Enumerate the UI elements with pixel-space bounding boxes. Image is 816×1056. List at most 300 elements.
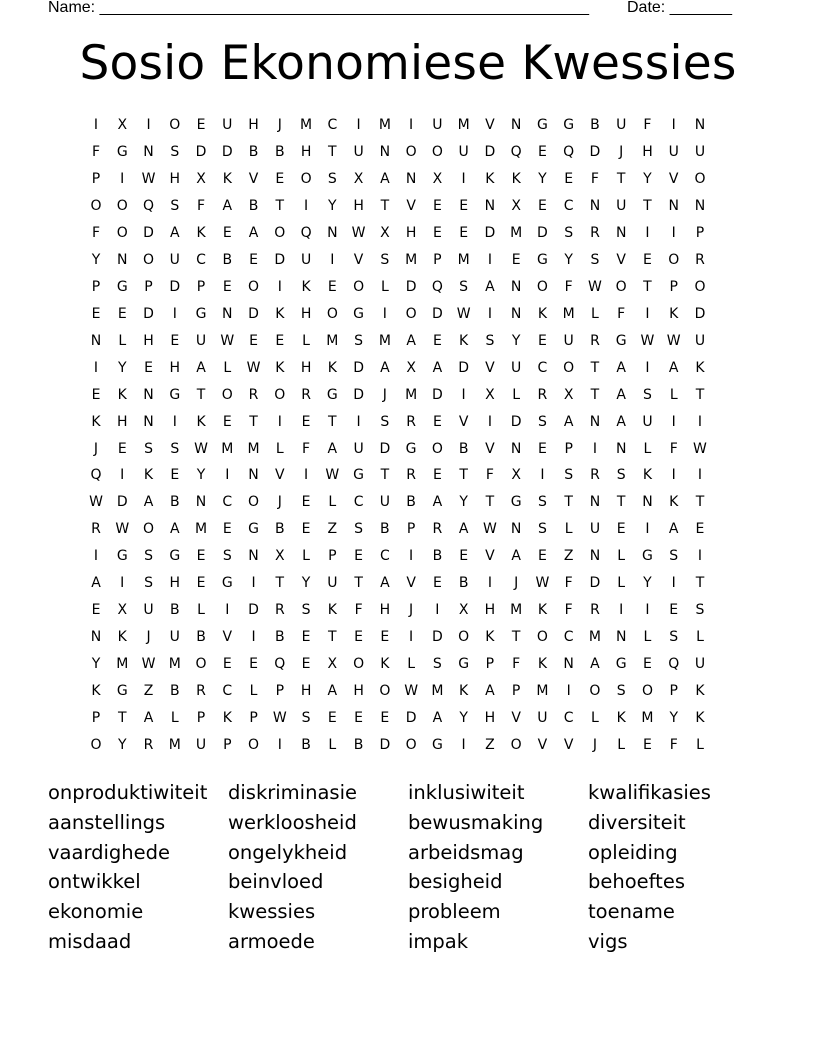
grid-cell: I: [671, 575, 676, 592]
grid-cell: L: [275, 440, 284, 457]
grid-cell: L: [197, 602, 205, 619]
grid-cell: G: [510, 494, 522, 511]
date-field: Date: _______: [627, 0, 732, 16]
grid-cell: A: [91, 575, 101, 592]
grid-cell: X: [380, 224, 390, 241]
grid-cell: I: [251, 629, 256, 646]
grid-cell: S: [380, 413, 390, 430]
grid-cell: N: [222, 305, 233, 322]
grid-cell: A: [432, 494, 443, 511]
grid-cell: G: [615, 332, 627, 349]
grid-cell: T: [643, 278, 652, 295]
grid-cell: V: [406, 575, 416, 592]
word-item: ontwikkel: [48, 870, 141, 894]
grid-cell: M: [641, 710, 654, 727]
grid-cell: R: [695, 251, 705, 268]
grid-cell: I: [566, 683, 571, 700]
grid-cell: I: [671, 467, 676, 484]
grid-cell: S: [144, 575, 153, 592]
grid-cell: L: [617, 548, 626, 565]
grid-cell: O: [274, 224, 286, 241]
grid-cell: U: [327, 575, 338, 592]
grid-cell: D: [379, 440, 391, 457]
grid-cell: W: [246, 359, 261, 376]
grid-cell: W: [141, 170, 156, 187]
grid-cell: U: [642, 413, 653, 430]
grid-cell: U: [353, 440, 364, 457]
grid-cell: F: [564, 575, 573, 592]
word-item: probleem: [408, 900, 501, 924]
grid-cell: K: [695, 683, 705, 700]
grid-cell: O: [431, 440, 443, 457]
grid-cell: G: [248, 521, 259, 538]
grid-cell: E: [432, 575, 442, 592]
grid-cell: J: [277, 117, 282, 133]
grid-cell: S: [695, 602, 705, 619]
grid-cell: K: [196, 224, 206, 241]
grid-cell: I: [225, 467, 230, 484]
grid-cell: D: [221, 143, 233, 160]
grid-cell: U: [222, 117, 233, 133]
grid-cell: T: [590, 359, 600, 376]
grid-cell: F: [669, 737, 678, 754]
word-item: besigheid: [408, 870, 503, 894]
grid-cell: K: [485, 629, 495, 646]
grid-cell: L: [591, 305, 599, 322]
grid-cell: N: [248, 548, 259, 565]
grid-cell: P: [275, 683, 285, 700]
grid-cell: Y: [643, 575, 652, 592]
grid-cell: E: [432, 332, 442, 349]
grid-cell: L: [564, 521, 573, 538]
grid-cell: G: [353, 467, 365, 484]
grid-cell: U: [511, 359, 522, 376]
grid-cell: X: [406, 359, 416, 376]
grid-cell: E: [222, 521, 232, 538]
grid-cell: E: [222, 413, 232, 430]
grid-cell: I: [120, 575, 125, 592]
grid-cell: L: [223, 359, 232, 376]
grid-cell: W: [535, 575, 550, 592]
grid-cell: E: [196, 117, 206, 133]
grid-cell: K: [222, 710, 232, 727]
grid-cell: E: [249, 656, 258, 673]
grid-cell: T: [459, 467, 468, 484]
grid-cell: P: [91, 170, 101, 187]
grid-cell: B: [196, 629, 206, 646]
grid-cell: N: [248, 467, 259, 484]
grid-cell: R: [196, 683, 206, 700]
grid-cell: A: [327, 683, 338, 700]
grid-cell: P: [669, 683, 678, 700]
grid-cell: G: [563, 117, 575, 133]
grid-cell: T: [380, 467, 390, 484]
grid-cell: A: [406, 332, 416, 349]
grid-cell: H: [169, 170, 181, 187]
grid-cell: A: [380, 575, 390, 592]
grid-cell: X: [511, 467, 521, 484]
grid-cell: F: [91, 224, 101, 241]
grid-cell: M: [405, 251, 418, 268]
grid-cell: L: [617, 575, 626, 592]
grid-cell: S: [616, 467, 626, 484]
grid-cell: M: [300, 117, 313, 133]
grid-cell: S: [669, 548, 679, 565]
grid-cell: I: [93, 117, 99, 133]
word-item: armoede: [228, 930, 315, 953]
grid-cell: M: [194, 521, 208, 538]
grid-cell: O: [353, 656, 365, 673]
grid-cell: I: [671, 413, 676, 430]
grid-cell: K: [91, 683, 101, 700]
grid-cell: S: [354, 332, 364, 349]
grid-cell: G: [431, 737, 443, 754]
grid-cell: Y: [91, 656, 101, 673]
grid-cell: A: [485, 683, 495, 700]
grid-cell: T: [564, 494, 573, 511]
grid-cell: O: [274, 386, 286, 403]
word-item: behoeftes: [588, 870, 685, 894]
grid-cell: E: [432, 413, 442, 430]
grid-cell: I: [277, 737, 282, 754]
grid-cell: P: [91, 278, 101, 295]
grid-cell: Y: [643, 170, 652, 187]
grid-cell: N: [195, 494, 207, 511]
grid-cell: E: [380, 629, 390, 646]
grid-cell: E: [564, 170, 574, 187]
grid-cell: F: [564, 602, 573, 619]
grid-cell: D: [537, 224, 548, 241]
grid-cell: C: [222, 494, 233, 511]
grid-cell: Q: [431, 278, 443, 295]
grid-cell: C: [563, 197, 574, 214]
grid-cell: U: [537, 710, 548, 727]
grid-cell: L: [512, 386, 521, 403]
grid-cell: M: [405, 386, 418, 403]
grid-cell: Y: [301, 575, 311, 592]
grid-cell: G: [353, 305, 365, 322]
grid-cell: P: [433, 251, 442, 268]
grid-cell: E: [380, 710, 390, 727]
grid-cell: X: [353, 170, 364, 187]
grid-cell: W: [89, 494, 103, 511]
grid-cell: N: [510, 521, 522, 538]
grid-cell: V: [248, 170, 259, 187]
grid-cell: I: [409, 629, 414, 646]
grid-cell: J: [146, 629, 151, 646]
grid-cell: A: [432, 710, 443, 727]
grid-cell: T: [275, 197, 285, 214]
grid-cell: E: [459, 548, 469, 565]
grid-cell: D: [195, 143, 207, 160]
grid-cell: I: [671, 224, 676, 241]
grid-cell: N: [589, 494, 601, 511]
grid-cell: N: [143, 386, 154, 403]
grid-cell: S: [144, 440, 153, 457]
grid-cell: I: [356, 413, 361, 430]
grid-cell: Z: [485, 737, 495, 754]
grid-cell: O: [248, 737, 260, 754]
grid-cell: Q: [90, 467, 102, 484]
grid-cell: O: [248, 278, 260, 295]
grid-cell: O: [116, 224, 128, 241]
grid-cell: E: [537, 143, 547, 160]
grid-cell: T: [354, 575, 363, 592]
grid-cell: K: [669, 494, 679, 511]
grid-cell: P: [91, 710, 101, 727]
grid-cell: C: [379, 548, 390, 565]
grid-cell: N: [668, 197, 679, 214]
grid-cell: H: [300, 305, 312, 322]
grid-cell: S: [669, 629, 679, 646]
grid-cell: B: [222, 251, 233, 268]
grid-cell: E: [144, 359, 153, 376]
grid-cell: K: [327, 602, 337, 619]
grid-cell: L: [696, 737, 704, 754]
grid-cell: K: [695, 359, 705, 376]
word-item: toename: [588, 900, 675, 924]
grid-cell: V: [485, 117, 495, 133]
grid-cell: K: [143, 467, 154, 484]
grid-cell: M: [536, 683, 549, 700]
grid-cell: R: [590, 332, 600, 349]
grid-cell: K: [380, 656, 390, 673]
grid-cell: I: [435, 602, 440, 619]
grid-cell: K: [196, 413, 206, 430]
grid-cell: L: [249, 683, 258, 700]
grid-cell: D: [248, 602, 259, 619]
grid-cell: F: [564, 278, 573, 295]
grid-cell: O: [615, 278, 627, 295]
grid-cell: N: [90, 629, 102, 646]
grid-cell: N: [510, 440, 522, 457]
grid-cell: W: [404, 683, 419, 700]
grid-cell: Y: [117, 359, 127, 376]
grid-cell: M: [116, 656, 129, 673]
grid-cell: K: [616, 710, 626, 727]
grid-cell: F: [669, 440, 678, 457]
grid-cell: T: [616, 170, 626, 187]
grid-cell: P: [249, 710, 258, 727]
grid-cell: I: [461, 170, 466, 187]
grid-cell: K: [91, 413, 101, 430]
grid-cell: I: [697, 548, 703, 565]
grid-cell: E: [170, 332, 180, 349]
grid-cell: C: [563, 629, 574, 646]
grid-cell: Q: [300, 224, 312, 241]
grid-cell: A: [169, 224, 180, 241]
grid-cell: O: [326, 305, 338, 322]
grid-cell: B: [169, 602, 180, 619]
grid-cell: J: [93, 440, 99, 457]
grid-cell: V: [563, 737, 574, 754]
grid-cell: U: [353, 143, 364, 160]
grid-cell: A: [616, 386, 626, 403]
grid-cell: K: [222, 170, 232, 187]
grid-cell: G: [169, 386, 181, 403]
grid-cell: Z: [563, 548, 574, 565]
grid-cell: S: [485, 332, 495, 349]
word-item: arbeidsmag: [408, 840, 524, 864]
grid-cell: T: [695, 494, 705, 511]
grid-cell: M: [168, 737, 181, 754]
grid-cell: H: [169, 359, 181, 376]
grid-cell: S: [590, 251, 600, 268]
grid-cell: I: [461, 737, 466, 754]
grid-cell: Z: [327, 521, 338, 538]
grid-cell: I: [645, 359, 650, 376]
grid-cell: A: [380, 170, 390, 187]
grid-cell: M: [457, 251, 470, 268]
grid-cell: H: [484, 710, 496, 727]
grid-cell: I: [304, 467, 309, 484]
grid-cell: B: [275, 629, 285, 646]
grid-cell: U: [616, 197, 627, 214]
grid-cell: J: [514, 575, 519, 592]
grid-cell: E: [695, 521, 705, 538]
grid-cell: O: [353, 278, 365, 295]
grid-cell: W: [693, 440, 707, 457]
grid-cell: E: [537, 548, 547, 565]
grid-cell: V: [485, 548, 495, 565]
grid-cell: W: [272, 710, 287, 727]
grid-cell: F: [485, 467, 494, 484]
grid-cell: O: [694, 278, 706, 295]
grid-cell: R: [406, 467, 416, 484]
grid-cell: V: [485, 440, 495, 457]
grid-cell: I: [619, 602, 624, 619]
grid-cell: N: [615, 629, 627, 646]
grid-cell: I: [409, 117, 414, 133]
grid-cell: S: [643, 386, 652, 403]
grid-cell: Q: [143, 197, 155, 214]
grid-cell: I: [120, 170, 125, 187]
grid-cell: A: [143, 494, 154, 511]
grid-cell: P: [485, 656, 495, 673]
grid-cell: T: [695, 575, 705, 592]
grid-cell: K: [275, 305, 285, 322]
grid-cell: I: [382, 305, 387, 322]
grid-cell: E: [327, 710, 337, 727]
grid-cell: S: [170, 440, 180, 457]
grid-cell: M: [588, 629, 601, 646]
word-item: diskriminasie: [228, 781, 357, 804]
grid-cell: M: [562, 305, 575, 322]
grid-cell: I: [645, 224, 650, 241]
grid-cell: S: [537, 494, 547, 511]
grid-cell: I: [645, 521, 650, 538]
grid-cell: Y: [564, 251, 573, 268]
grid-cell: O: [694, 170, 706, 187]
grid-cell: U: [458, 143, 469, 160]
grid-cell: D: [431, 386, 443, 403]
grid-cell: E: [459, 224, 469, 241]
word-item: misdaad: [48, 930, 132, 953]
grid-cell: D: [484, 143, 496, 160]
grid-cell: X: [563, 386, 574, 403]
grid-cell: T: [328, 629, 337, 646]
grid-cell: E: [327, 278, 337, 295]
grid-cell: P: [223, 737, 232, 754]
grid-cell: R: [301, 386, 311, 403]
word-item: diversiteit: [588, 810, 686, 834]
grid-cell: T: [485, 494, 495, 511]
grid-cell: D: [405, 278, 417, 295]
grid-cell: E: [669, 602, 679, 619]
grid-cell: D: [143, 305, 154, 322]
grid-cell: E: [432, 197, 442, 214]
grid-cell: E: [301, 629, 311, 646]
grid-cell: E: [275, 170, 285, 187]
grid-cell: M: [431, 683, 444, 700]
grid-cell: U: [300, 251, 312, 268]
grid-cell: I: [172, 305, 177, 322]
grid-cell: H: [642, 143, 653, 160]
grid-cell: I: [330, 251, 335, 268]
grid-cell: V: [353, 251, 364, 268]
grid-cell: T: [196, 386, 206, 403]
grid-cell: G: [116, 278, 128, 295]
word-item: inklusiwiteit: [408, 781, 525, 804]
grid-cell: I: [409, 548, 414, 565]
grid-cell: T: [275, 575, 285, 592]
grid-cell: I: [251, 575, 256, 592]
grid-cell: I: [487, 251, 492, 268]
grid-cell: K: [117, 386, 127, 403]
grid-cell: N: [642, 494, 653, 511]
grid-cell: E: [91, 305, 101, 322]
grid-cell: I: [645, 602, 650, 619]
grid-cell: G: [169, 548, 181, 565]
grid-cell: R: [248, 386, 259, 403]
grid-cell: O: [90, 197, 102, 214]
grid-cell: G: [536, 117, 548, 133]
grid-cell: I: [697, 467, 703, 484]
grid-cell: T: [328, 143, 337, 160]
grid-cell: D: [589, 143, 601, 160]
grid-cell: E: [117, 440, 127, 457]
grid-cell: M: [510, 224, 523, 241]
grid-cell: K: [459, 332, 469, 349]
grid-cell: S: [564, 467, 574, 484]
grid-cell: B: [458, 575, 469, 592]
grid-cell: V: [222, 629, 233, 646]
grid-cell: R: [537, 386, 548, 403]
grid-cell: E: [643, 737, 652, 754]
grid-cell: H: [353, 683, 364, 700]
grid-cell: A: [196, 359, 206, 376]
grid-cell: X: [117, 602, 128, 619]
grid-cell: A: [143, 710, 154, 727]
grid-cell: W: [666, 332, 681, 349]
word-item: onproduktiwiteit: [48, 781, 208, 804]
grid-cell: E: [196, 575, 206, 592]
grid-cell: X: [117, 117, 128, 133]
grid-cell: O: [116, 197, 128, 214]
grid-cell: H: [300, 359, 312, 376]
grid-cell: B: [248, 143, 259, 160]
word-item: kwalifikasies: [588, 781, 711, 804]
grid-cell: L: [328, 494, 337, 511]
grid-cell: C: [327, 117, 338, 133]
grid-cell: W: [325, 467, 340, 484]
grid-cell: K: [117, 629, 127, 646]
grid-cell: F: [302, 440, 311, 457]
grid-cell: Y: [117, 737, 127, 754]
grid-cell: I: [146, 117, 151, 133]
grid-cell: M: [378, 117, 391, 133]
grid-cell: P: [196, 278, 206, 295]
